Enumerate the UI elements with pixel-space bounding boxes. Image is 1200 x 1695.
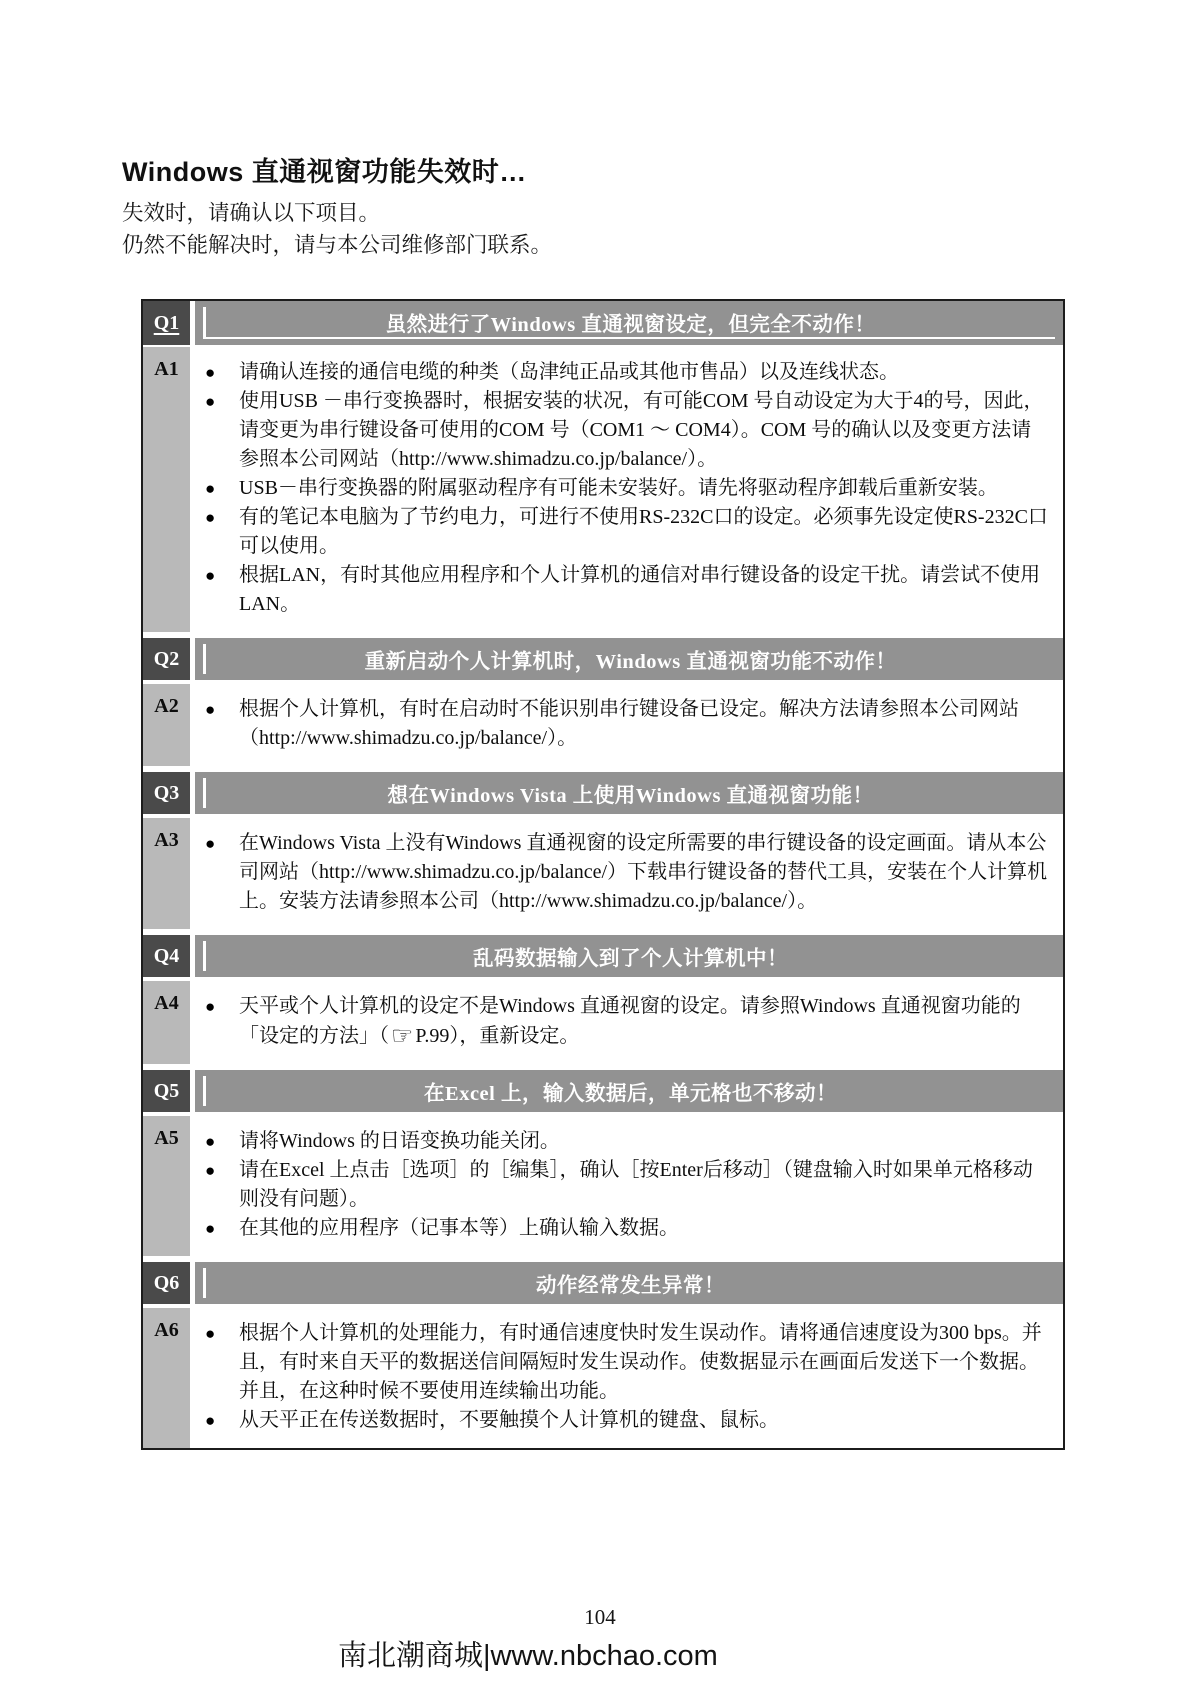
answer-bullet: [205, 829, 1049, 916]
answer-label-a4: A4: [143, 981, 190, 1064]
answer-content-a1: [195, 347, 1063, 632]
question-label-q2: Q2: [143, 638, 190, 680]
answer-bullet: [205, 1156, 1049, 1214]
answer-bullet: [205, 695, 1049, 753]
question-label-q6: Q6: [143, 1262, 190, 1304]
answer-content-a3: [195, 818, 1063, 929]
answer-bullet: [205, 561, 1049, 619]
bullet-text: [239, 992, 1049, 1051]
answer-bullet: [205, 358, 1049, 387]
bullet-icon: ●: [205, 363, 216, 382]
question-band-q5: [195, 1070, 1063, 1112]
answer-row-a3: [143, 818, 1063, 929]
question-label-q1: Q1: [143, 301, 190, 345]
question-band-q6: [195, 1262, 1063, 1304]
bullet-text: 从天平正在传送数据时，不要触摸个人计算机的键盘、鼠标。: [239, 1409, 779, 1431]
bullet-icon: ●: [205, 508, 216, 527]
intro-line-1: 失效时，请确认以下项目。: [122, 201, 381, 225]
answer-row-a6: [143, 1308, 1063, 1448]
answer-bullet: [205, 387, 1049, 474]
answer-label-a6: A6: [143, 1308, 190, 1448]
answer-row-a4: [143, 981, 1063, 1064]
bullet-icon: ●: [205, 997, 216, 1016]
answer-bullet: [205, 474, 1049, 503]
bullet-text: 根据个人计算机，有时在启动时不能识别串行键设备已设定。解决方法请参照本公司网站（http://www.shimadzu.co.jp/balance/）。: [239, 698, 1019, 749]
answer-row-a5: [143, 1116, 1063, 1256]
answer-bullet: [205, 1214, 1049, 1243]
question-row-q5: [143, 1070, 1063, 1110]
answer-label-a5: A5: [143, 1116, 190, 1256]
question-text-q5: 在Excel 上，输入数据后，单元格也不移动！: [424, 1083, 837, 1105]
bullet-text: 请将Windows 的日语变换功能关闭。: [239, 1130, 560, 1152]
bullet-icon: ●: [205, 479, 216, 498]
answer-content-a5: [195, 1116, 1063, 1256]
pointing-hand-icon: ☞: [391, 1021, 414, 1050]
bullet-icon: ●: [205, 700, 216, 719]
question-band-q1: [195, 301, 1063, 345]
bullet-text-pre: 天平或个人计算机的设定不是Windows 直通视窗的设定。请参照Windows 直通视窗功能的「设定的方法」（: [239, 995, 1021, 1047]
answer-label-a2: A2: [143, 684, 190, 766]
answer-bullet: [205, 1319, 1049, 1406]
question-row-q4: [143, 935, 1063, 975]
bullet-text: USB－串行变换器的附属驱动程序有可能未安装好。请先将驱动程序卸载后重新安装。: [239, 477, 998, 499]
bullet-icon: ●: [205, 1324, 216, 1343]
answer-content-a6: [195, 1308, 1063, 1448]
page-title: Windows 直通视窗功能失效时…: [122, 157, 527, 187]
question-row-q6: [143, 1262, 1063, 1302]
question-text-q4: 乱码数据输入到了个人计算机中！: [473, 948, 788, 970]
bullet-icon: ●: [205, 1132, 216, 1151]
question-row-q1: [143, 301, 1063, 341]
bullet-icon: ●: [205, 566, 216, 585]
bullet-icon: ●: [205, 392, 216, 411]
answer-bullet: [205, 1406, 1049, 1435]
question-text-q1: 虽然进行了Windows 直通视窗设定，但完全不动作！: [385, 314, 876, 336]
bullet-text: 使用USB －串行变换器时，根据安装的状况，有可能COM 号自动设定为大于4的号，因此，请变更为串行键设备可使用的COM 号（COM1 ～ COM4）。COM 号的确认以及变更方法请参照本公司网站（http://www.shimadzu.co.jp/balance/）。: [239, 390, 1044, 470]
question-band-q2: [195, 638, 1063, 680]
question-band-q4: [195, 935, 1063, 977]
answer-row-a2: [143, 684, 1063, 766]
answer-bullet: [205, 1127, 1049, 1156]
bullet-icon: ●: [205, 1219, 216, 1238]
answer-label-a3: A3: [143, 818, 190, 929]
bullet-text: 在其他的应用程序（记事本等）上确认输入数据。: [239, 1217, 679, 1239]
question-label-q3: Q3: [143, 772, 190, 814]
answer-label-a1: A1: [143, 347, 190, 632]
question-row-q3: [143, 772, 1063, 812]
faq-table: [141, 299, 1065, 1450]
bullet-text: 根据LAN，有时其他应用程序和个人计算机的通信对串行键设备的设定干扰。请尝试不使用LAN。: [239, 564, 1041, 615]
question-text-q2: 重新启动个人计算机时，Windows 直通视窗功能不动作！: [364, 651, 897, 673]
bullet-text: 请确认连接的通信电缆的种类（岛津纯正品或其他市售品）以及连线状态。: [239, 361, 899, 383]
answer-content-a4: [195, 981, 1063, 1064]
question-text-q3: 想在Windows Vista 上使用Windows 直通视窗功能！: [387, 785, 874, 807]
bullet-text: 根据个人计算机的处理能力，有时通信速度快时发生误动作。请将通信速度设为300 bps。并且，有时来自天平的数据送信间隔短时发生误动作。使数据显示在画面后发送下一个数据。并且，在这种时候不要使用连续输出功能。: [239, 1322, 1042, 1402]
watermark: 南北潮商城|www.nbchao.com: [338, 1640, 718, 1672]
question-label-q4: Q4: [143, 935, 190, 977]
bullet-text: 有的笔记本电脑为了节约电力，可进行不使用RS-232C口的设定。必须事先设定使RS-232C口可以使用。: [239, 506, 1048, 557]
bullet-icon: ●: [205, 1161, 216, 1180]
question-label-q5: Q5: [143, 1070, 190, 1112]
answer-row-a1: [143, 347, 1063, 632]
bullet-icon: ●: [205, 834, 216, 853]
bullet-icon: ●: [205, 1411, 216, 1430]
question-text-q6: 动作经常发生异常！: [536, 1275, 725, 1297]
answer-bullet: [205, 503, 1049, 561]
question-band-q3: [195, 772, 1063, 814]
intro-line-2: 仍然不能解决时，请与本公司维修部门联系。: [122, 233, 553, 257]
answer-bullet: [205, 992, 1049, 1051]
bullet-text: 在Windows Vista 上没有Windows 直通视窗的设定所需要的串行键设备的设定画面。请从本公司网站（http://www.shimadzu.co.jp/balance/）下载串行键设备的替代工具，安装在个人计算机上。安装方法请参照本公司（http://www.shimadzu.co.jp/balance/）。: [239, 832, 1048, 912]
bullet-text-post: ），重新设定。: [449, 1025, 580, 1047]
bullet-text: 请在Excel 上点击［选项］的［编集］，确认［按Enter后移动］（键盘输入时如果单元格移动则没有问题）。: [239, 1159, 1033, 1210]
page-number: 104: [584, 1605, 616, 1629]
question-row-q2: [143, 638, 1063, 678]
answer-content-a2: [195, 684, 1063, 766]
page-reference: P.99: [415, 1025, 450, 1047]
